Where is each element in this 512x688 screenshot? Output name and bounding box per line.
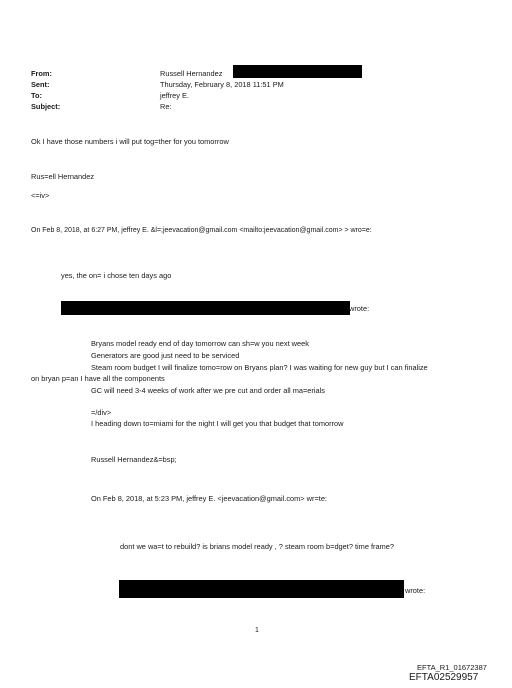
msg-line-4: on bryan p=an I have all the components xyxy=(31,374,165,383)
reply-1: yes, the on= i chose ten days ago xyxy=(61,271,172,280)
quote-header-1: On Feb 8, 2018, at 6:27 PM, jeffrey E. &l=;jeevacation@gmail.com <mailto:jeevacation@gmail.com> > wro=e: xyxy=(31,227,372,234)
wrote-2: wrote: xyxy=(405,586,426,595)
msg-line-5: GC will need 3-4 weeks of work after we pre cut and order all ma=erials xyxy=(91,386,325,395)
sent-label: Sent: xyxy=(31,80,50,89)
from-label: From: xyxy=(31,69,52,78)
reply-2: dont we wa=t to rebuild? is brians model ready , ? steam room b=dget? time frame? xyxy=(120,542,395,551)
msg-line-1: Bryans model ready end of day tomorrow can sh=w you next week xyxy=(91,339,309,348)
signature: Rus=ell Hernandez xyxy=(31,172,95,181)
div-close: =/div> xyxy=(91,408,112,417)
quote-header-2: On Feb 8, 2018, at 5:23 PM, jeffrey E. <jeevacation@gmail.com> wr=te: xyxy=(91,494,327,503)
redaction-bar xyxy=(233,65,362,78)
sent-value: Thursday, February 8, 2018 11:51 PM xyxy=(160,80,284,89)
body-line-1: Ok I have those numbers i will put tog=ther for you tomorrow xyxy=(31,137,229,146)
page-number: 1 xyxy=(255,627,259,634)
from-value: Russell Hernandez xyxy=(160,69,223,78)
subject-label: Subject: xyxy=(31,102,61,111)
div-tag: <=iv> xyxy=(31,191,50,200)
msg-line-3: Steam room budget I will finalize tomo=row on Bryans plan? I was waiting for new guy but I can finalize xyxy=(91,363,428,372)
wrote-1: wrote: xyxy=(349,304,370,313)
msg-line-6: I heading down to=miami for the night I will get you that budget that tomorrow xyxy=(91,419,344,428)
msg-line-2: Generators are good just need to be serviced xyxy=(91,351,240,360)
bates-number-1: EFTA_R1_01672387 xyxy=(417,663,487,672)
bates-number-2: EFTA02529957 xyxy=(409,672,479,683)
to-label: To: xyxy=(31,91,42,100)
redaction-bar xyxy=(61,301,350,315)
to-value: jeffrey E. xyxy=(160,91,190,100)
redaction-bar xyxy=(119,580,404,598)
subject-value: Re: xyxy=(160,102,172,111)
signature-2: Russell Hernandez&=bsp; xyxy=(91,455,177,464)
